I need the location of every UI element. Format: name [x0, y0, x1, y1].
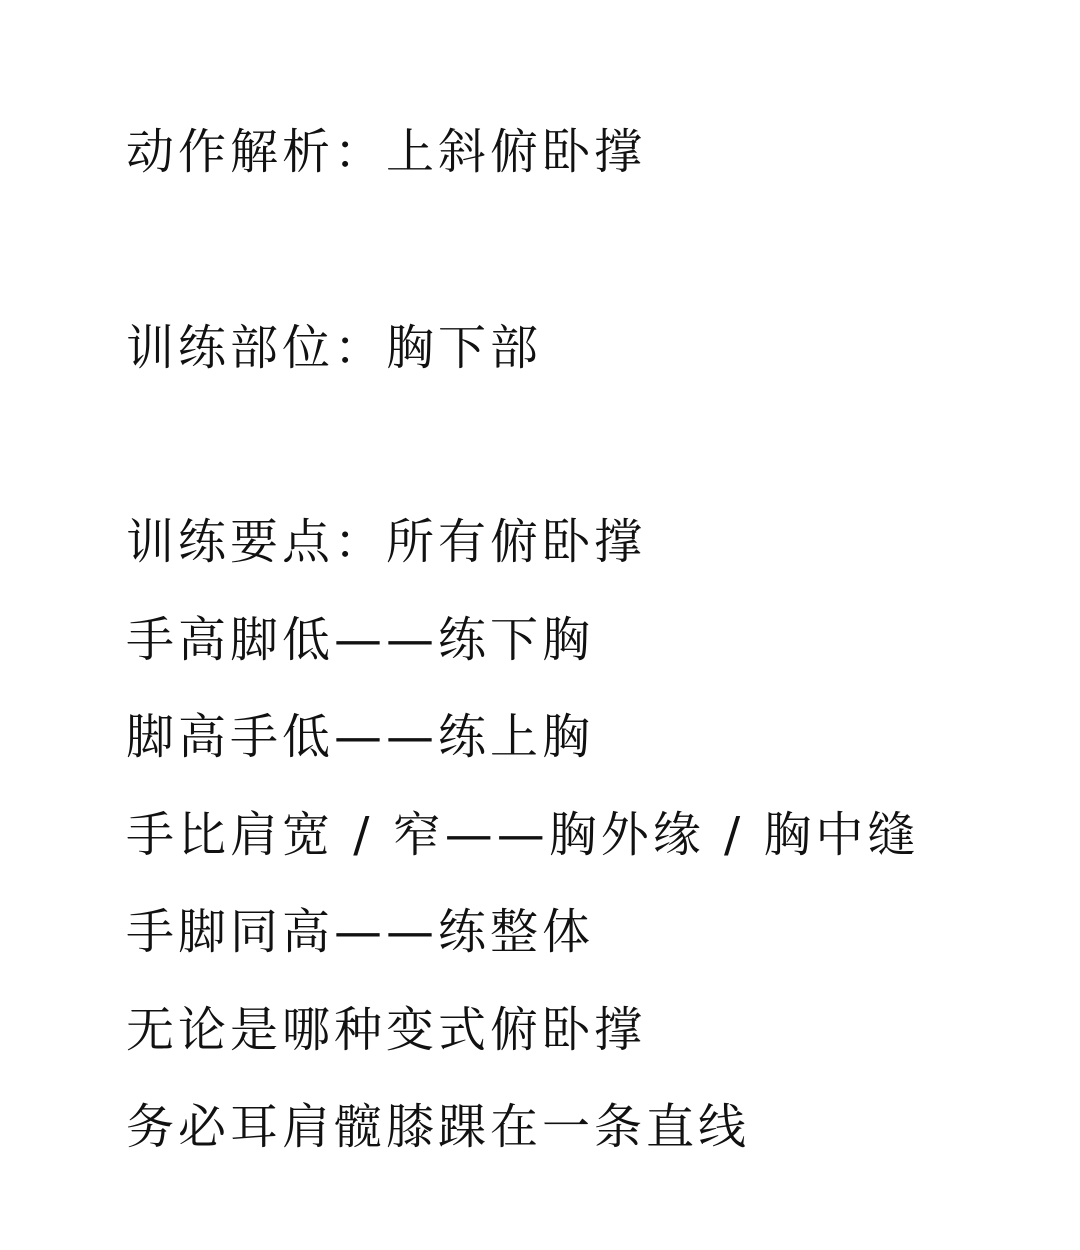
tip-line-hand-width: 手比肩宽 / 窄——胸外缘 / 胸中缝: [126, 807, 920, 863]
tip-line-whole-chest: 手脚同高——练整体: [126, 904, 595, 960]
tip-line-lower-chest: 手高脚低——练下胸: [126, 612, 595, 668]
exercise-title-line: 动作解析：上斜俯卧撑: [126, 124, 647, 180]
training-area-line: 训练部位：胸下部: [126, 320, 543, 376]
tip-line-any-variation: 无论是哪种变式俯卧撑: [126, 1002, 647, 1058]
tip-line-upper-chest: 脚高手低——练上胸: [126, 709, 595, 765]
tip-line-body-alignment: 务必耳肩髋膝踝在一条直线: [126, 1099, 751, 1155]
training-points-line: 训练要点：所有俯卧撑: [126, 514, 647, 570]
